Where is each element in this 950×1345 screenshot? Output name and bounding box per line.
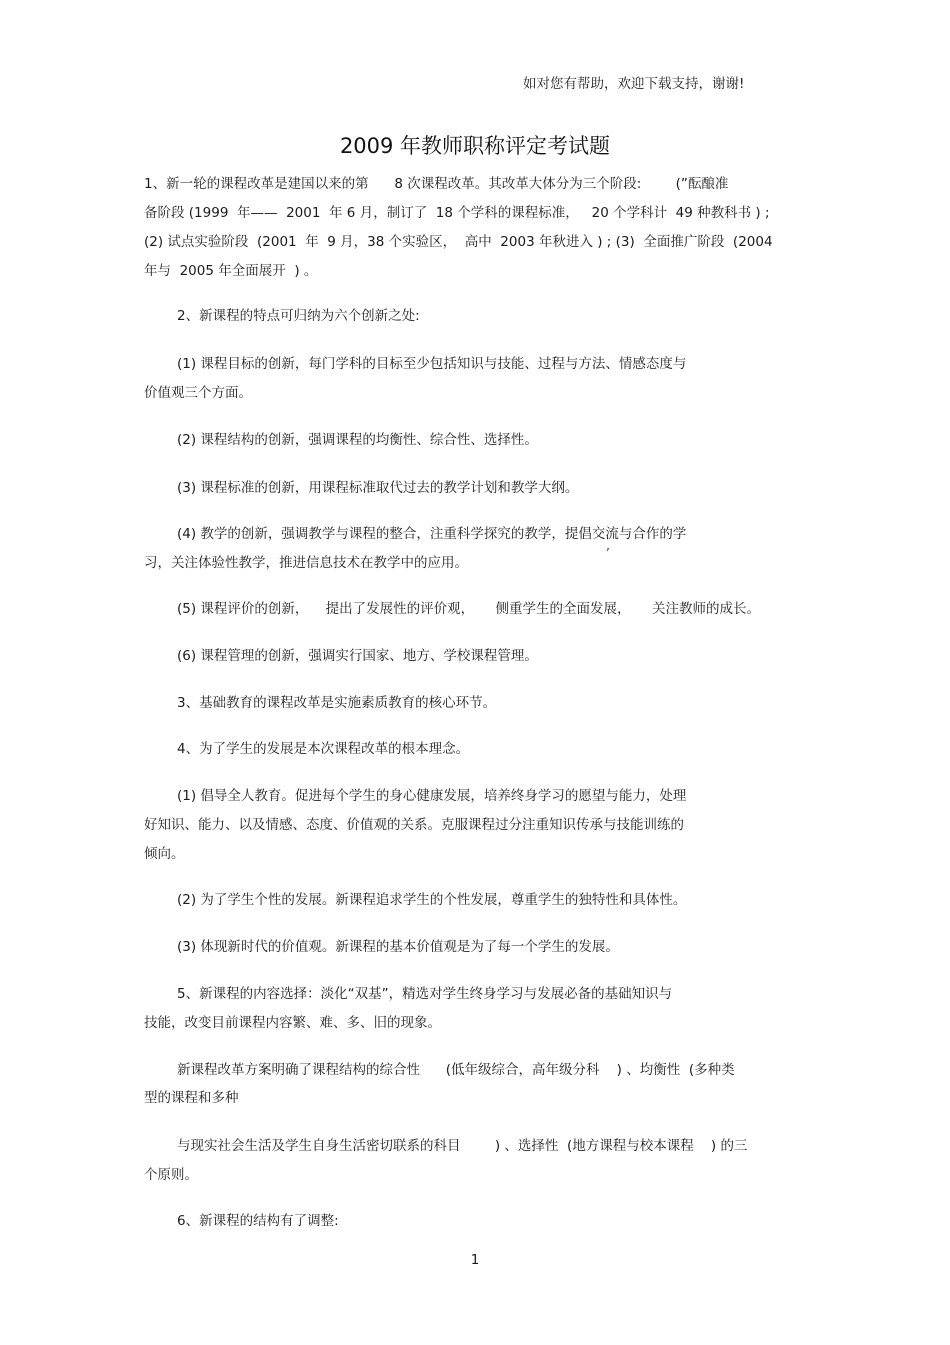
paragraph-line: 技能，改变目前课程内容繁、难、多、旧的现象。: [144, 1015, 441, 1031]
paragraph-line: 倾向。: [144, 846, 185, 862]
page-title: 2009 年教师职称评定考试题: [339, 134, 611, 158]
paragraph-line: (1) 倡导全人教育。促进每个学生的身心健康发展，培养终身学习的愿望与能力，处理: [177, 788, 687, 804]
paragraph-line: (3) 课程标准的创新，用课程标准取代过去的教学计划和教学大纲。: [177, 480, 579, 496]
paragraph-line: 与现实社会生活及学生自身生活密切联系的科目 ) 、选择性 (地方课程与校本课程 ) 的三: [177, 1138, 748, 1154]
paragraph-line: 2、新课程的特点可归纳为六个创新之处:: [177, 308, 420, 324]
paragraph-line: 备阶段 (1999 年—— 2001 年 6 月，制订了 18 个学科的课程标准， 20 个学科计 49 种教科书 ) ;: [144, 205, 770, 221]
page-number: 1: [470, 1252, 480, 1268]
paragraph-line: 价值观三个方面。: [144, 385, 252, 401]
paragraph-line: (2) 为了学生个性的发展。新课程追求学生的个性发展，尊重学生的独特性和具体性。: [177, 892, 687, 908]
paragraph-line: (3) 体现新时代的价值观。新课程的基本价值观是为了每一个学生的发展。: [177, 939, 619, 955]
paragraph-line: 3、基础教育的课程改革是实施素质教育的核心环节。: [177, 695, 497, 711]
paragraph-line: 习，关注体验性教学，推进信息技术在教学中的应用。: [144, 555, 468, 571]
paragraph-line: (5) 课程评价的创新， 提出了发展性的评价观， 侧重学生的全面发展， 关注教师的成长。: [177, 601, 760, 617]
paragraph-line: 4、为了学生的发展是本次课程改革的根本理念。: [177, 741, 470, 757]
paragraph-line: (2) 课程结构的创新，强调课程的均衡性、综合性、选择性。: [177, 432, 538, 448]
paragraph-line: 好知识、能力、以及情感、态度、价值观的关系。克服课程过分注重知识传承与技能训练的: [144, 817, 684, 833]
header-note: 如对您有帮助，欢迎下载支持，谢谢!: [523, 76, 745, 92]
paragraph-line: 型的课程和多种: [144, 1090, 239, 1106]
paragraph-line: (2) 试点实验阶段 (2001 年 9 月，38 个实验区， 高中 2003 年秋进入 ) ; (3) 全面推广阶段 (2004: [144, 234, 773, 250]
paragraph-line: 新课程改革方案明确了课程结构的综合性 (低年级综合，高年级分科 ) 、均衡性 (多种类: [177, 1062, 735, 1078]
paragraph-line: 1、新一轮的课程改革是建国以来的第 8 次课程改革。其改革大体分为三个阶段: (”酝酿准: [144, 176, 729, 192]
paragraph-line: 个原则。: [144, 1167, 198, 1183]
paragraph-line: 6、新课程的结构有了调整:: [177, 1213, 339, 1229]
stray-mark: ’: [606, 546, 610, 560]
paragraph-line: 5、新课程的内容选择：淡化“双基”，精选对学生终身学习与发展必备的基础知识与: [177, 986, 673, 1002]
paragraph-line: (1) 课程目标的创新，每门学科的目标至少包括知识与技能、过程与方法、情感态度与: [177, 356, 687, 372]
paragraph-line: 年与 2005 年全面展开 ) 。: [144, 263, 318, 279]
paragraph-line: (4) 教学的创新，强调教学与课程的整合，注重科学探究的教学，提倡交流与合作的学: [177, 526, 687, 542]
paragraph-line: (6) 课程管理的创新，强调实行国家、地方、学校课程管理。: [177, 648, 538, 664]
